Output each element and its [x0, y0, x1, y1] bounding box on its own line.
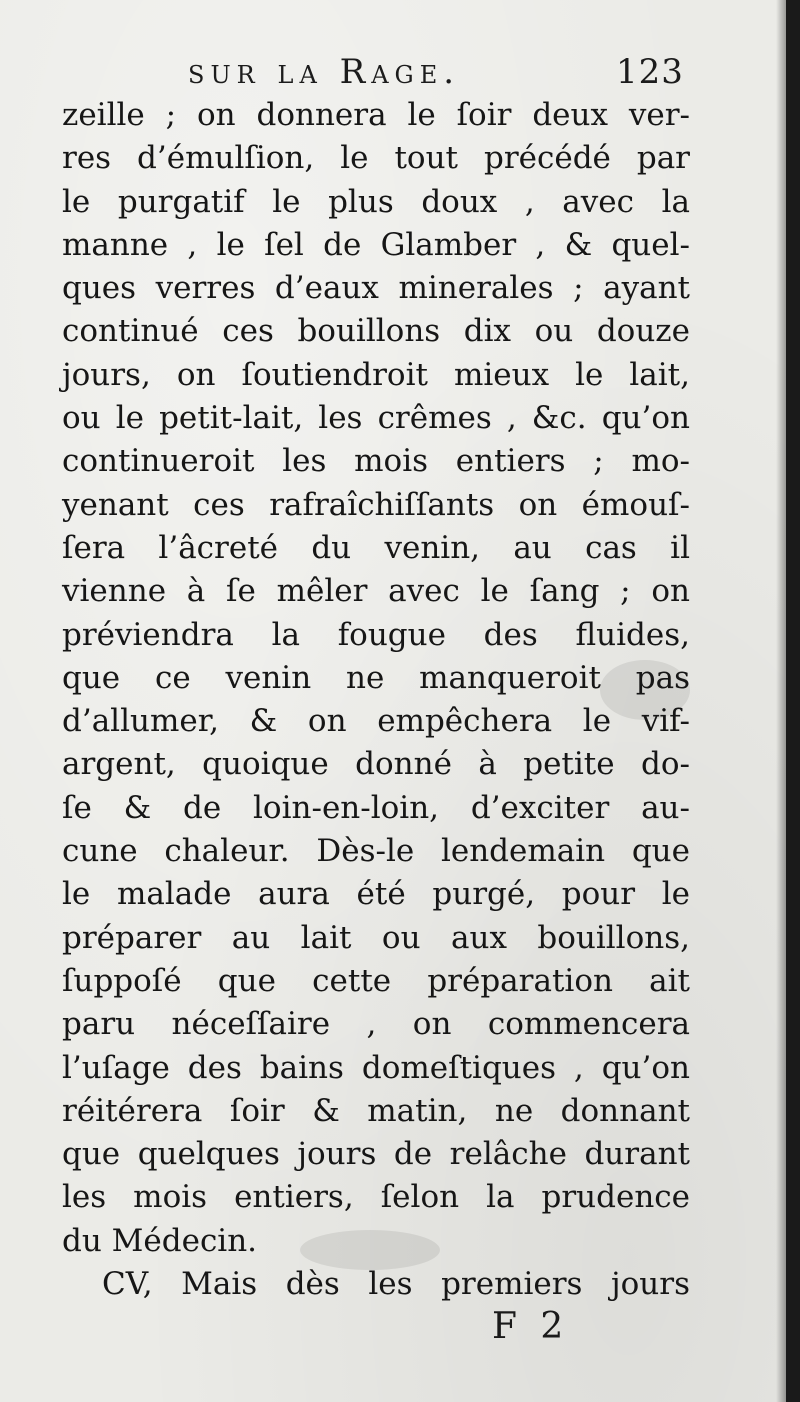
text-line: yenant ces rafraîchiſſants on émouſ- [62, 486, 690, 523]
text-line: l’uſage des bains domeſtiques , qu’on [62, 1049, 690, 1086]
text-line: que ce venin ne manqueroit pas [62, 659, 690, 696]
text-line: ſuppoſé que cette préparation ait [62, 962, 690, 999]
text-line: zeille ; on donnera le ſoir deux ver- [62, 97, 690, 133]
text-line: cune chaleur. Dès-le lendemain que [62, 833, 690, 870]
text-line: continueroit les mois entiers ; mo- [62, 443, 690, 480]
text-line: ſe & de loin-en-loin, d’exciter au- [62, 789, 690, 826]
running-head: sur la Rage. [188, 52, 461, 92]
text-line: ques verres d’eaux minerales ; ayant [62, 270, 690, 307]
text-line: préviendra la fougue des fluides, [62, 616, 690, 653]
catchword: F 2 [492, 1306, 570, 1347]
text-line: que quelques jours de relâche durant [62, 1136, 690, 1173]
text-line: ou le petit-lait, les crêmes , &c. qu’on [62, 400, 690, 437]
text-line: continué ces bouillons dix ou douze [62, 313, 690, 350]
text-line: manne , le ſel de Glamber , & quel- [62, 226, 690, 263]
text-line: les mois entiers, ſelon la prudence [62, 1179, 690, 1216]
text-line: réitérera ſoir & matin, ne donnant [62, 1092, 690, 1129]
text-line: res d’émulſion, le tout précédé par [62, 140, 690, 177]
text-line: le malade aura été purgé, pour le [62, 876, 690, 913]
text-line: jours, on ſoutiendroit mieux le lait, [62, 356, 690, 393]
text-line: préparer au lait ou aux bouillons, [62, 919, 690, 956]
text-line: du Médecin. [62, 1222, 258, 1259]
text-line: paru néceſſaire , on commencera [62, 1006, 690, 1043]
text-line: argent, quoique donné à petite do- [62, 746, 690, 783]
body-text [62, 94, 690, 1306]
text-line: le purgatif le plus doux , avec la [62, 183, 690, 220]
paragraph-start-line: CV, Mais dès les premiers jours [102, 1266, 690, 1303]
page-edge-shadow [776, 0, 786, 1402]
page-number: 123 [616, 52, 684, 92]
text-line: d’allumer, & on empêchera le vif- [62, 703, 690, 740]
text-line: vienne à ſe mêler avec le ſang ; on [62, 573, 690, 610]
text-line: ſera l’âcreté du venin, au cas il [62, 529, 690, 566]
